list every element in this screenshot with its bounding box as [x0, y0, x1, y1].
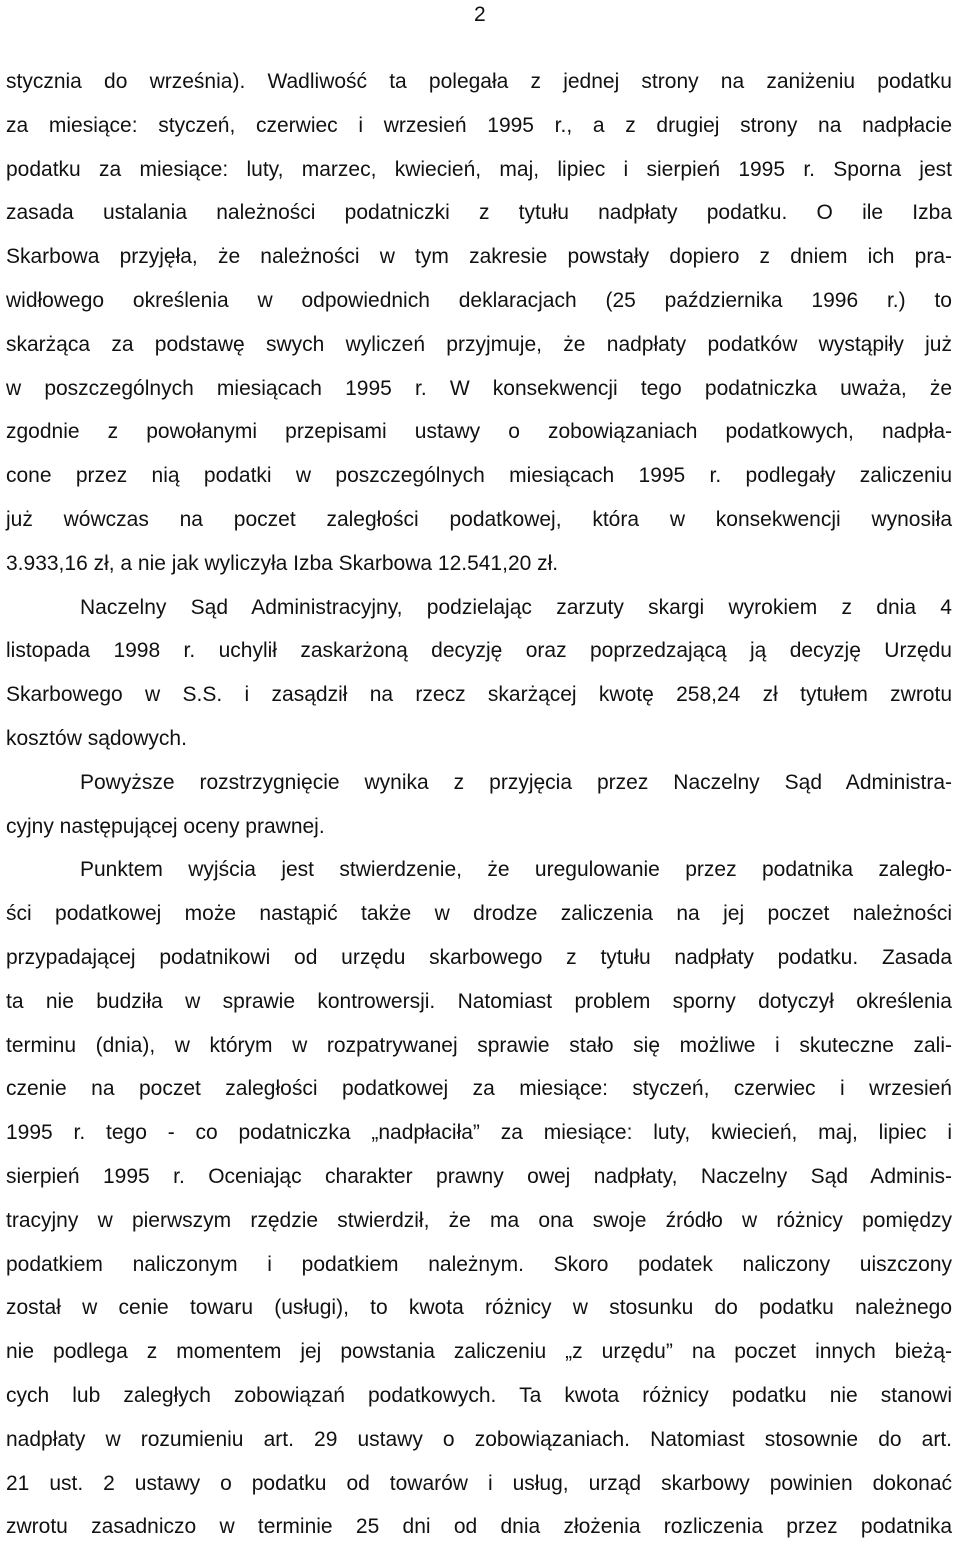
text-line: stycznia do września). Wadliwość ta polegała z jednej strony na zaniżeniu podatku — [6, 70, 952, 93]
text-line: nadpłaty w rozumieniu art. 29 ustawy o zobowiązaniach. Natomiast stosownie do art. — [6, 1427, 952, 1451]
text-line: zgodnie z powołanymi przepisami ustawy o zobowiązaniach podatkowych, nadpła- — [6, 420, 952, 444]
text-line: Punktem wyjścia jest stwierdzenie, że uregulowanie przez podatnika zaległo- — [80, 858, 952, 882]
text-line: ści podatkowej może nastąpić także w drodze zaliczenia na jej poczet należności — [6, 902, 952, 926]
text-line: w poszczególnych miesiącach 1995 r. W konsekwencji tego podatniczka uważa, że — [6, 376, 952, 400]
text-line: tracyjny w pierwszym rzędzie stwierdził, że ma ona swoje źródło w różnicy pomiędzy — [6, 1208, 952, 1232]
text-line: nie podlega z momentem jej powstania zaliczeniu „z urzędu” na poczet innych bieżą- — [6, 1340, 952, 1364]
text-line: 3.933,16 zł, a nie jak wyliczyła Izba Skarbowa 12.541,20 zł. — [6, 551, 559, 575]
text-line: przypadającej podatnikowi od urzędu skarbowego z tytułu nadpłaty podatku. Zasada — [6, 945, 952, 969]
text-line: cone przez nią podatki w poszczególnych miesiącach 1995 r. podlegały zaliczeniu — [6, 464, 952, 488]
text-line: za miesiące: styczeń, czerwiec i wrzesień 1995 r., a z drugiej strony na nadpłacie — [6, 113, 952, 137]
document-body — [6, 60, 952, 1549]
text-line: został w cenie towaru (usługi), to kwota różnicy w stosunku do podatku należnego — [6, 1296, 952, 1320]
text-line: 1995 r. tego - co podatniczka „nadpłaciła” za miesiące: luty, kwiecień, maj, lipiec i — [6, 1121, 952, 1145]
text-line: podatku za miesiące: luty, marzec, kwiecień, maj, lipiec i sierpień 1995 r. Sporna jest — [6, 157, 952, 181]
text-line: Naczelny Sąd Administracyjny, podzielając zarzuty skargi wyrokiem z dnia 4 — [80, 595, 952, 619]
text-line: już wówczas na poczet zaległości podatkowej, która w konsekwencji wynosiła — [6, 507, 952, 531]
text-line: kosztów sądowych. — [6, 726, 187, 750]
text-line: Powyższe rozstrzygnięcie wynika z przyjęcia przez Naczelny Sąd Administra- — [80, 770, 952, 794]
text-line: terminu (dnia), w którym w rozpatrywanej sprawie stało się możliwe i skuteczne zali- — [6, 1033, 952, 1057]
text-line: cyjny następującej oceny prawnej. — [6, 814, 325, 838]
text-line: listopada 1998 r. uchylił zaskarżoną decyzję oraz poprzedzającą ją decyzję Urzędu — [6, 639, 952, 663]
text-line: 21 ust. 2 ustawy o podatku od towarów i usług, urząd skarbowy powinien dokonać — [6, 1471, 952, 1495]
text-line: Skarbowa przyjęła, że należności w tym zakresie powstały dopiero z dniem ich pra- — [6, 245, 952, 269]
text-line: podatkiem naliczonym i podatkiem należnym. Skoro podatek naliczony uiszczony — [6, 1252, 952, 1276]
text-line: skarżąca za podstawę swych wyliczeń przyjmuje, że nadpłaty podatków wystąpiły już — [6, 332, 952, 356]
text-line: zwrotu zasadniczo w terminie 25 dni od dnia złożenia rozliczenia przez podatnika — [6, 1515, 952, 1539]
text-line: ta nie budziła w sprawie kontrowersji. Natomiast problem sporny dotyczył określenia — [6, 989, 952, 1013]
text-line: Skarbowego w S.S. i zasądził na rzecz skarżącej kwotę 258,24 zł tytułem zwrotu — [6, 683, 952, 707]
text-line: sierpień 1995 r. Oceniając charakter prawny owej nadpłaty, Naczelny Sąd Adminis- — [6, 1164, 952, 1188]
text-line: zasada ustalania należności podatniczki z tytułu nadpłaty podatku. O ile Izba — [6, 201, 952, 225]
text-line: cych lub zaległych zobowiązań podatkowych. Ta kwota różnicy podatku nie stanowi — [6, 1383, 952, 1407]
text-line: czenie na poczet zaległości podatkowej za miesiące: styczeń, czerwiec i wrzesień — [6, 1077, 952, 1101]
text-line: widłowego określenia w odpowiednich deklaracjach (25 października 1996 r.) to — [6, 288, 952, 312]
page-number: 2 — [474, 3, 486, 26]
